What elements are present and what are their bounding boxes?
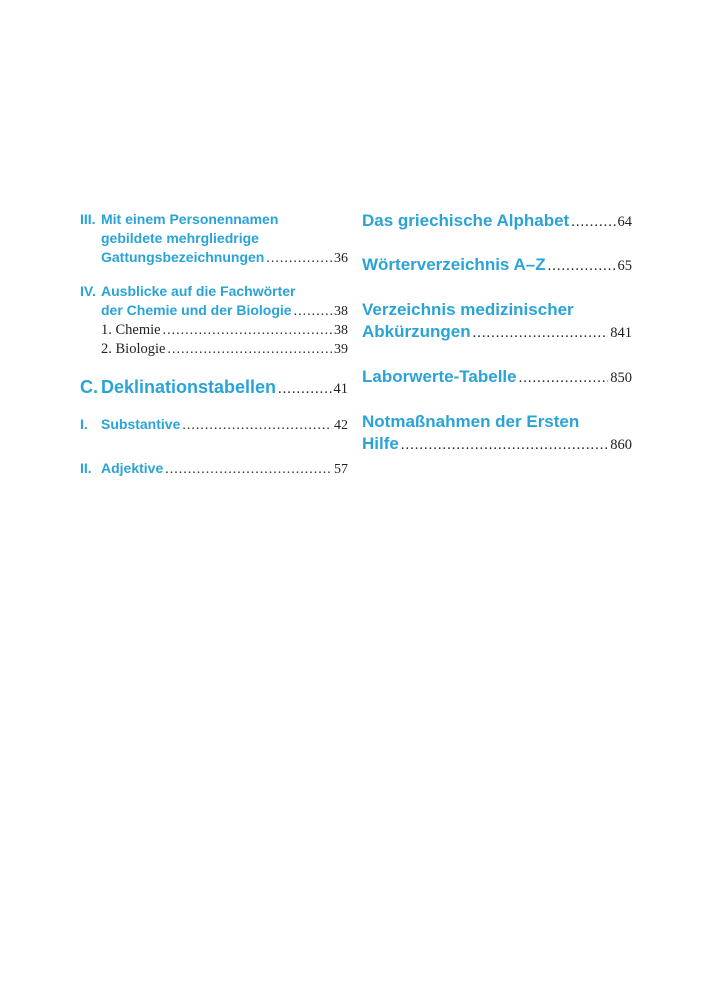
toc-right-column	[362, 210, 632, 456]
dot-leader	[548, 255, 616, 277]
toc-entry-iv[interactable]	[80, 282, 348, 321]
toc-entry-title-line: Verzeichnis medizinischer	[362, 300, 574, 319]
toc-entry-abkuerzungen[interactable]	[362, 299, 632, 344]
toc-page-number: 42	[334, 418, 348, 433]
toc-entry-number: I.	[80, 416, 88, 432]
toc-entry-title-line: Deklinationstabellen	[101, 377, 277, 397]
toc-entry-number: II.	[80, 460, 92, 476]
dot-leader	[165, 460, 332, 479]
toc-entry-title-line: Notmaßnahmen der Ersten	[362, 412, 580, 431]
toc-page-number: 39	[334, 342, 348, 357]
toc-entry-alphabet[interactable]	[362, 210, 632, 233]
toc-entry-number: C.	[80, 377, 98, 397]
dot-leader	[401, 434, 608, 456]
toc-entry-title-line: Laborwerte-Tabelle	[362, 367, 517, 386]
toc-page-number: 41	[333, 381, 348, 397]
toc-subentry-title: 2. Biologie	[101, 341, 166, 357]
toc-page-number: 850	[610, 370, 632, 386]
toc-entry-title-line: Hilfe	[362, 434, 399, 453]
dot-leader	[163, 321, 332, 340]
toc-entry-title-line: Abkürzungen	[362, 322, 471, 341]
dot-leader	[266, 249, 332, 268]
toc-entry-title-line: Substantive	[101, 416, 181, 432]
toc-entry-woerterverzeichnis[interactable]	[362, 254, 632, 277]
toc-entry-title-line: Das griechische Alphabet	[362, 211, 570, 230]
toc-page-number: 65	[617, 258, 632, 274]
toc-entry-title-line: Adjektive	[101, 460, 164, 476]
toc-entry-number: IV.	[80, 283, 96, 299]
toc-entry-title-line: Ausblicke auf die Fachwörter	[101, 283, 296, 299]
toc-entry-ii[interactable]	[80, 459, 348, 479]
toc-page-number: 38	[334, 323, 348, 338]
toc-entry-title-line: gebildete mehrgliedrige	[101, 230, 259, 246]
dot-leader	[571, 211, 615, 233]
toc-entry-i[interactable]	[80, 415, 348, 435]
toc-subentry-biologie[interactable]	[80, 340, 348, 359]
dot-leader	[167, 340, 332, 359]
toc-page-number: 36	[334, 251, 348, 266]
toc-entry-number: III.	[80, 211, 96, 227]
toc-left-column	[80, 210, 348, 479]
toc-page-number: 860	[610, 437, 632, 453]
dot-leader	[182, 416, 332, 435]
toc-entry-notmassnahmen[interactable]	[362, 411, 632, 456]
toc-entry-title-line: Wörterverzeichnis A–Z	[362, 255, 546, 274]
toc-page-number: 38	[334, 304, 348, 319]
dot-leader	[294, 302, 332, 321]
toc-page-number: 841	[610, 325, 632, 341]
toc-subentry-title: 1. Chemie	[101, 322, 161, 338]
toc-entry-iii[interactable]	[80, 210, 348, 268]
toc-entry-laborwerte[interactable]	[362, 366, 632, 389]
toc-page-number: 64	[617, 214, 632, 230]
dot-leader	[473, 322, 609, 344]
dot-leader	[278, 378, 331, 401]
dot-leader	[519, 367, 609, 389]
toc-entry-title-line: der Chemie und der Biologie	[101, 302, 292, 318]
toc-entry-title-line: Mit einem Personennamen	[101, 211, 279, 227]
toc-subentry-chemie[interactable]	[80, 321, 348, 340]
toc-page-number: 57	[334, 462, 348, 477]
toc-entry-title-line: Gattungsbezeichnungen	[101, 249, 265, 265]
toc-entry-c[interactable]	[80, 376, 348, 401]
